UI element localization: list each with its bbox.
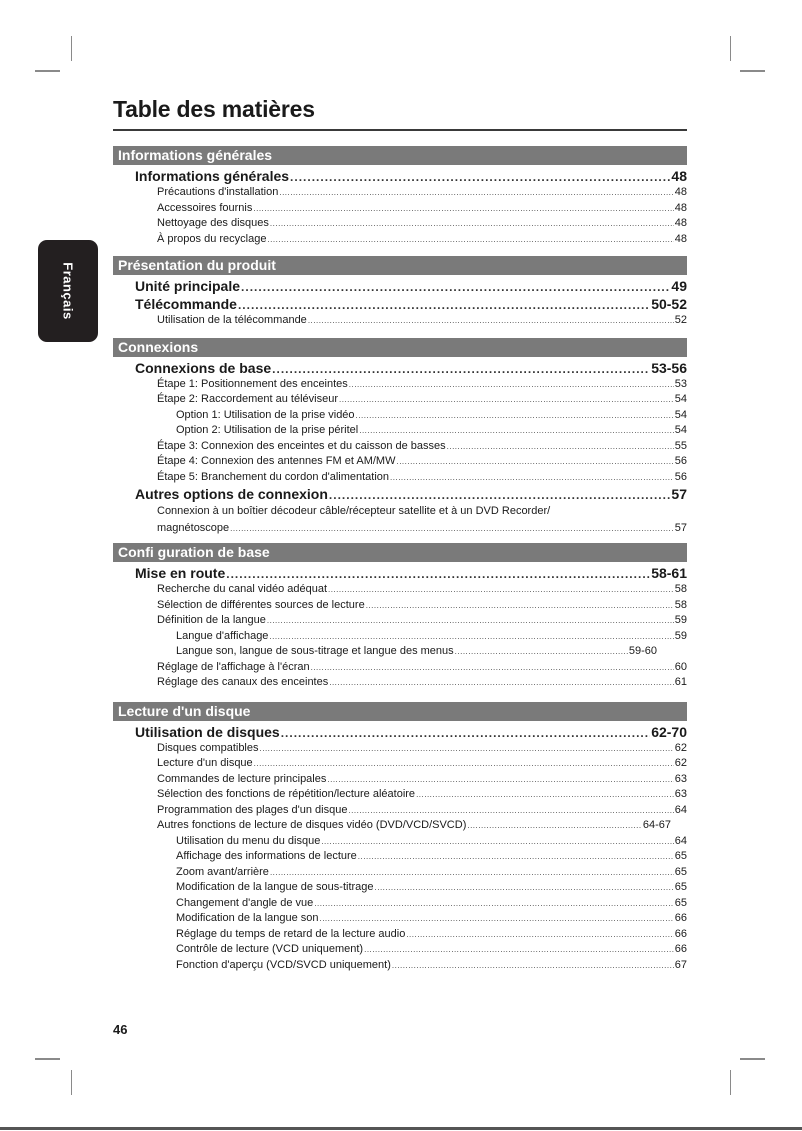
page-number: 46 [113, 1022, 128, 1037]
entry-page: 65 [674, 881, 687, 893]
toc-entry[interactable] [113, 216, 687, 232]
entry-page: 56 [674, 470, 687, 483]
entry-label: Étape 5: Branchement du cordon d'alimentation [157, 470, 390, 483]
entry-label: Informations générales [135, 168, 290, 184]
toc-entry[interactable] [113, 723, 687, 741]
leader-dots [364, 942, 674, 958]
entry-label: Réglage des canaux des enceintes [157, 676, 329, 688]
leader-dots [260, 741, 674, 757]
leader-dots [356, 408, 674, 424]
entry-page: 49 [671, 278, 687, 294]
toc-entry[interactable] [113, 849, 687, 865]
leader-dots [308, 313, 674, 329]
toc-entry[interactable] [113, 520, 687, 537]
toc-entry[interactable] [113, 629, 687, 645]
leader-dots [467, 818, 642, 834]
leader-dots [329, 675, 674, 691]
entry-label: Utilisation de disques [135, 723, 280, 740]
leader-dots [226, 565, 650, 582]
toc-entry[interactable] [113, 756, 687, 772]
toc-entry[interactable] [113, 834, 687, 850]
entry-page: 64-67 [642, 819, 671, 831]
toc-entry[interactable] [113, 644, 687, 660]
page-title: Table des matières [113, 96, 315, 122]
leader-dots [254, 756, 674, 772]
toc-entry[interactable] [113, 232, 687, 248]
entry-label: Utilisation de la télécommande [157, 314, 307, 326]
leader-dots [270, 865, 674, 881]
entry-page: 58 [674, 583, 687, 595]
entry-page: 48 [674, 201, 687, 214]
toc-entry[interactable] [113, 408, 687, 424]
toc-entry[interactable] [113, 865, 687, 881]
toc-entry[interactable] [113, 313, 687, 329]
toc-entry[interactable] [113, 201, 687, 217]
entry-page: 48 [674, 186, 687, 198]
crop-mark [71, 1070, 72, 1095]
entry-label: Définition de la langue [157, 614, 266, 626]
entry-label: Contrôle de lecture (VCD uniquement) [176, 943, 364, 955]
crop-mark [35, 1058, 60, 1060]
toc-entry[interactable] [113, 613, 687, 629]
entry-page: 59-60 [628, 645, 657, 657]
entry-label: Affichage des informations de lecture [176, 850, 357, 862]
entry-page: 66 [674, 943, 687, 955]
entry-label: Étape 1: Positionnement des enceintes [157, 377, 348, 390]
crop-mark [730, 36, 731, 61]
toc-entry[interactable] [113, 277, 687, 295]
toc-entry[interactable] [113, 772, 687, 788]
entry-label: Réglage de l'affichage à l'écran [157, 660, 310, 673]
entry-page: 54 [674, 408, 687, 421]
toc-entry[interactable] [113, 598, 687, 614]
entry-page: 66 [674, 927, 687, 940]
entry-page: 67 [674, 958, 687, 971]
toc-entry[interactable] [113, 911, 687, 927]
entry-page: 66 [674, 912, 687, 924]
toc-entry[interactable] [113, 470, 687, 486]
entry-label: Connexions de base [135, 359, 272, 376]
entry-label: Option 1: Utilisation de la prise vidéo [176, 408, 355, 421]
entry-label: Nettoyage des disques [157, 217, 269, 229]
title-divider [113, 129, 687, 131]
entry-label: Étape 4: Connexion des antennes FM et AM/MW [157, 455, 396, 467]
entry-label: Modification de la langue son [176, 912, 319, 924]
toc-entry[interactable] [113, 660, 687, 676]
entry-page: 61 [674, 676, 687, 688]
toc-entry[interactable] [113, 167, 687, 185]
leader-dots [230, 520, 674, 537]
leader-dots [267, 613, 674, 629]
toc-entry[interactable] [113, 377, 687, 393]
language-tab-label: Français [60, 262, 76, 320]
entry-label: Précautions d'installation [157, 186, 279, 198]
entry-label: Télécommande [135, 296, 237, 312]
entry-label: Sélection des fonctions de répétition/lecture aléatoire [157, 788, 416, 800]
leader-dots [241, 278, 670, 295]
entry-label: Changement d'angle de vue [176, 896, 314, 909]
leader-dots [339, 392, 674, 408]
leader-dots [314, 896, 673, 912]
entry-page: 60 [674, 660, 687, 673]
crop-mark [740, 70, 765, 72]
leader-dots [290, 168, 670, 185]
entry-label: Accessoires fournis [157, 201, 253, 214]
leader-dots [279, 185, 673, 201]
leader-dots [416, 787, 674, 803]
leader-dots [358, 849, 674, 865]
entry-page: 65 [674, 896, 687, 909]
toc-entry[interactable] [113, 454, 687, 470]
entry-label: Sélection de différentes sources de lecture [157, 598, 365, 611]
leader-dots [319, 911, 673, 927]
toc-entry[interactable] [113, 423, 687, 439]
leader-dots [349, 377, 674, 393]
entry-page: 53-56 [651, 359, 687, 376]
leader-dots [348, 803, 673, 819]
leader-dots [447, 439, 674, 455]
leader-dots [406, 927, 673, 943]
toc-entry[interactable] [113, 392, 687, 408]
entry-page: 64 [674, 834, 687, 847]
toc-entry[interactable] [113, 485, 687, 503]
toc-entry[interactable] [113, 295, 687, 313]
leader-dots [327, 772, 673, 788]
toc-entry[interactable] [113, 958, 687, 974]
toc-entry[interactable] [113, 803, 687, 819]
crop-mark [730, 1070, 731, 1095]
toc-entry[interactable] [113, 880, 687, 896]
entry-page: 62-70 [651, 723, 687, 740]
entry-label: Unité principale [135, 278, 241, 294]
entry-page: 55 [674, 439, 687, 452]
entry-page: 57 [671, 486, 687, 502]
crop-mark [35, 70, 60, 72]
leader-dots [321, 834, 673, 850]
entry-page: 48 [674, 232, 687, 245]
entry-page: 65 [674, 865, 687, 878]
entry-label: Langue d'affichage [176, 629, 269, 642]
entry-label: Autres fonctions de lecture de disques vidéo (DVD/VCD/SVCD) [157, 819, 467, 831]
leader-dots [267, 232, 673, 248]
entry-label: Zoom avant/arrière [176, 865, 269, 878]
entry-label: Connexion à un boîtier décodeur câble/récepteur satellite et à un DVD Recorder/ [157, 505, 551, 517]
leader-dots [329, 486, 671, 503]
entry-label: Utilisation du menu du disque [176, 834, 321, 847]
entry-label: Étape 3: Connexion des enceintes et du caisson de basses [157, 439, 446, 452]
entry-page: 65 [674, 850, 687, 862]
entry-page: 63 [674, 788, 687, 800]
section-header: Informations générales [113, 146, 687, 165]
leader-dots [366, 598, 674, 614]
entry-label: magnétoscope [157, 522, 230, 534]
entry-page: 52 [674, 314, 687, 326]
entry-label: Programmation des plages d'un disque [157, 803, 348, 816]
toc-entry[interactable] [113, 359, 687, 377]
toc-entry[interactable] [113, 942, 687, 958]
crop-mark [71, 36, 72, 61]
leader-dots [375, 880, 674, 896]
language-tab [38, 240, 98, 342]
entry-page: 54 [674, 393, 687, 405]
entry-page: 54 [674, 424, 687, 436]
toc-entry[interactable] [113, 439, 687, 455]
leader-dots [238, 296, 650, 313]
toc-entry-first-line[interactable] [113, 503, 687, 520]
crop-mark [740, 1058, 765, 1060]
entry-label: Modification de la langue de sous-titrage [176, 881, 374, 893]
entry-label: Disques compatibles [157, 741, 259, 754]
leader-dots [269, 629, 673, 645]
entry-page: 48 [674, 217, 687, 229]
entry-label: Commandes de lecture principales [157, 772, 327, 785]
toc-entry[interactable] [113, 896, 687, 912]
leader-dots [311, 660, 674, 676]
entry-page: 64 [674, 803, 687, 816]
toc-entry[interactable] [113, 564, 687, 582]
entry-page: 58-61 [651, 565, 687, 581]
entry-label: Étape 2: Raccordement au téléviseur [157, 393, 338, 405]
table-of-contents [113, 146, 687, 973]
toc-entry[interactable] [113, 787, 687, 803]
entry-page: 59 [674, 614, 687, 626]
entry-page: 57 [674, 522, 687, 534]
entry-label: Autres options de connexion [135, 486, 328, 502]
leader-dots [272, 360, 650, 377]
toc-entry[interactable] [113, 185, 687, 201]
entry-page: 59 [674, 629, 687, 642]
leader-dots [359, 423, 674, 439]
entry-label: Réglage du temps de retard de la lecture audio [176, 927, 406, 940]
section-header: Confi guration de base [113, 543, 687, 562]
leader-dots [281, 724, 650, 741]
section-header: Lecture d'un disque [113, 702, 687, 721]
entry-page: 50-52 [651, 296, 687, 312]
leader-dots [455, 644, 628, 660]
entry-label: Option 2: Utilisation de la prise péritel [176, 424, 359, 436]
leader-dots [390, 470, 674, 486]
leader-dots [392, 958, 674, 974]
leader-dots [396, 454, 673, 470]
entry-page: 58 [674, 598, 687, 611]
entry-page: 53 [674, 377, 687, 390]
entry-label: Fonction d'aperçu (VCD/SVCD uniquement) [176, 958, 391, 971]
toc-entry[interactable] [113, 741, 687, 757]
toc-entry[interactable] [113, 818, 687, 834]
leader-dots [270, 216, 674, 232]
entry-label: Lecture d'un disque [157, 757, 253, 769]
entry-label: À propos du recyclage [157, 232, 267, 245]
entry-page: 56 [674, 455, 687, 467]
section-header: Connexions [113, 338, 687, 357]
toc-entry[interactable] [113, 927, 687, 943]
leader-dots [328, 582, 674, 598]
entry-page: 63 [674, 772, 687, 785]
toc-entry[interactable] [113, 675, 687, 691]
entry-page: 62 [674, 757, 687, 769]
entry-page: 48 [671, 168, 687, 184]
entry-page: 62 [674, 741, 687, 754]
leader-dots [253, 201, 673, 217]
entry-label: Recherche du canal vidéo adéquat [157, 583, 328, 595]
entry-label: Langue son, langue de sous-titrage et langue des menus [176, 645, 454, 657]
bottom-rule [0, 1127, 802, 1130]
section-header: Présentation du produit [113, 256, 687, 275]
entry-label: Mise en route [135, 565, 226, 581]
toc-entry[interactable] [113, 582, 687, 598]
